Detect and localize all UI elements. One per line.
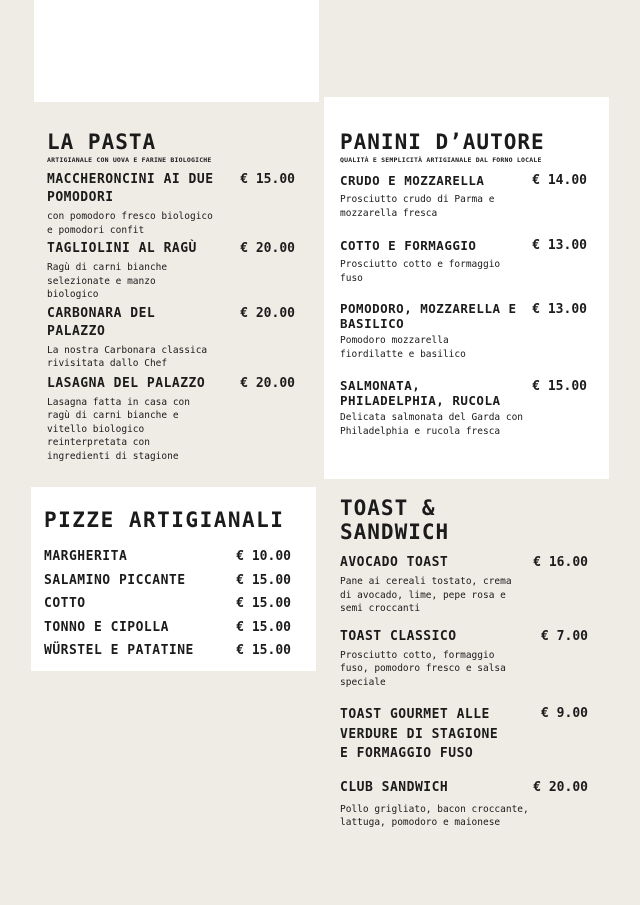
menu-item [47, 305, 295, 371]
item-price: € 9.00 [541, 706, 588, 721]
menu-item [44, 642, 291, 660]
menu-item [47, 171, 295, 237]
item-price: € 16.00 [533, 555, 588, 570]
menu-item [340, 237, 587, 285]
item-name: SALMONATA, PHILADELPHIA, RUCOLA [340, 378, 501, 409]
item-name: TONNO E CIPOLLA [44, 619, 169, 635]
item-name: TOAST GOURMET ALLE VERDURE DI STAGIONE E FORMAGGIO FUSO [340, 707, 499, 761]
menu-item [44, 548, 291, 566]
menu-item [47, 240, 295, 302]
item-price: € 13.00 [532, 302, 587, 318]
item-price: € 15.00 [236, 596, 291, 612]
item-description: Ragù di carni bianche selezionate e manzo biologico [47, 262, 168, 301]
item-price: € 20.00 [240, 375, 295, 391]
menu-item [44, 572, 291, 590]
item-name: TOAST CLASSICO [340, 628, 457, 644]
item-name: CARBONARA DEL PALAZZO [47, 305, 156, 339]
item-name: TAGLIOLINI AL RAGÙ [47, 241, 197, 257]
item-description: Pane ai cereali tostato, crema di avocado, lime, pepe rosa e semi croccanti [340, 576, 512, 614]
panini-title: PANINI D’AUTORE [340, 130, 545, 154]
item-name: SALAMINO PICCANTE [44, 572, 186, 588]
pasta-section [47, 131, 295, 463]
pasta-subtitle: ARTIGIANALE CON UOVA E FARINE BIOLOGICHE [47, 156, 212, 165]
menu-item [340, 554, 588, 616]
item-price: € 20.00 [240, 241, 295, 257]
menu-item [44, 595, 291, 613]
panini-card [324, 97, 609, 479]
menu-item [340, 301, 587, 361]
item-name: MARGHERITA [44, 549, 128, 565]
toast-title: TOAST & SANDWICH [340, 496, 450, 544]
item-price: € 13.00 [532, 238, 587, 254]
item-description: Prosciutto crudo di Parma e mozzarella fresca [340, 194, 495, 219]
menu-item [340, 378, 587, 438]
item-price: € 14.00 [532, 173, 587, 189]
item-price: € 20.00 [240, 305, 295, 321]
item-price: € 7.00 [541, 628, 588, 644]
item-name: AVOCADO TOAST [340, 555, 449, 570]
item-description: Pollo grigliato, bacon croccante, lattuga, pomodoro e maionese [340, 803, 529, 828]
item-price: € 15.00 [532, 379, 587, 395]
blank-card [34, 0, 319, 102]
pizze-title: PIZZE ARTIGIANALI [44, 508, 285, 532]
menu-item [340, 705, 588, 764]
panini-subtitle: QUALITÀ E SEMPLICITÀ ARTIGIANALE DAL FORNO LOCALE [340, 156, 542, 165]
pizze-card [31, 487, 316, 671]
item-description: Prosciutto cotto e formaggio fuso [340, 259, 501, 284]
item-name: WÜRSTEL E PATATINE [44, 643, 194, 659]
item-name: MACCHERONCINI AI DUE POMODORI [47, 172, 214, 206]
item-price: € 15.00 [236, 572, 291, 588]
item-name: POMODORO, MOZZARELLA E BASILICO [340, 301, 517, 332]
menu-item [340, 172, 587, 220]
item-price: € 15.00 [236, 643, 291, 659]
menu-item [340, 628, 588, 690]
item-price: € 15.00 [240, 172, 295, 188]
menu-item [47, 375, 295, 464]
item-name: COTTO [44, 596, 86, 612]
item-price: € 15.00 [236, 619, 291, 635]
item-name: COTTO E FORMAGGIO [340, 238, 477, 254]
pasta-title: LA PASTA [47, 130, 157, 154]
item-description: Delicata salmonata del Garda con Philadelphia e rucola fresca [340, 412, 524, 437]
item-description: La nostra Carbonara classica rivisitata dallo Chef [47, 344, 208, 370]
item-name: CLUB SANDWICH [340, 779, 449, 795]
item-name: LASAGNA DEL PALAZZO [47, 375, 206, 391]
item-description: con pomodoro fresco biologico e pomodori confit [47, 211, 213, 236]
item-name: CRUDO E MOZZARELLA [340, 173, 485, 189]
menu-item [44, 619, 291, 637]
item-description: Lasagna fatta in casa con ragù di carni bianche e vitello biologico reinterpretata con ingredienti di stagione [47, 396, 190, 462]
menu-item [340, 779, 588, 830]
item-price: € 20.00 [533, 779, 588, 795]
item-description: Prosciutto cotto, formaggio fuso, pomodoro fresco e salsa speciale [340, 649, 506, 688]
item-price: € 10.00 [236, 549, 291, 565]
item-description: Pomodoro mozzarella fiordilatte e basilico [340, 335, 466, 360]
toast-section [340, 496, 588, 830]
